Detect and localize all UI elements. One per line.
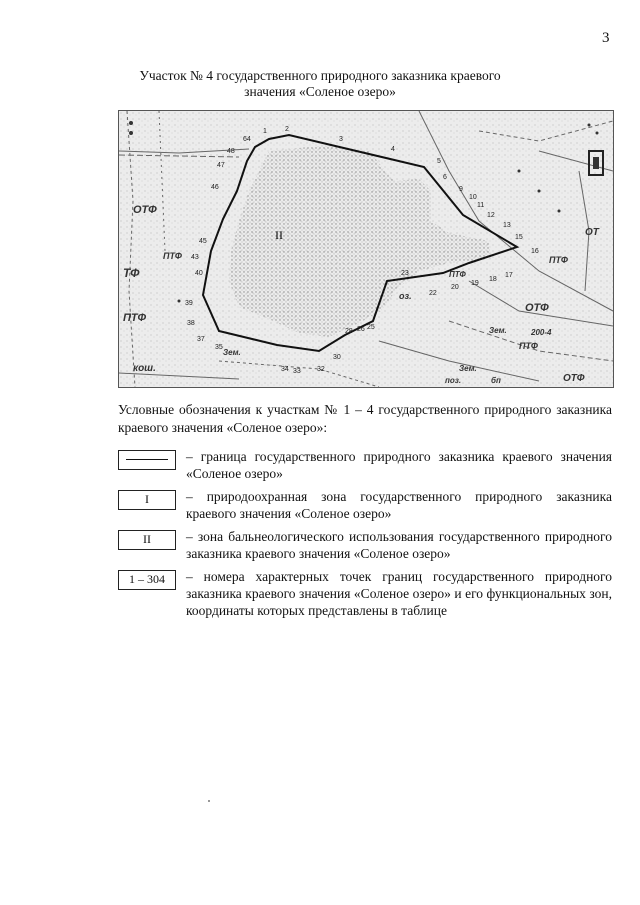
legend-description: – зона бальнеологического использования государственного природного заказника краевого значения «Соленое озеро»: [186, 529, 612, 561]
legend-heading: Условные обозначения к участкам № 1 – 4 государственного природного заказника краевого значения «Соленое озеро»:: [118, 402, 612, 435]
point-number: 22: [429, 290, 437, 297]
title-line-1: Участок № 4 государственного природного заказника краевого: [139, 68, 501, 83]
point-number: 45: [199, 238, 207, 245]
map-drawing: [119, 111, 613, 387]
boundary-line-sample: [126, 459, 168, 460]
legend-description: – природоохранная зона государственного природного заказника краевого значения «Соленое озеро»: [186, 489, 612, 521]
terrain-label: ОТФ: [525, 302, 549, 314]
terrain-label: Зем.: [489, 326, 507, 335]
terrain-label: ПТФ: [549, 255, 568, 265]
terrain-label: Зем.: [223, 348, 241, 357]
legend-zone-symbol: I: [118, 490, 176, 510]
terrain-label: ПТФ: [163, 251, 182, 261]
point-number: 33: [293, 368, 301, 375]
terrain-label: ОТФ: [563, 373, 585, 384]
terrain-label: ОТ: [585, 227, 599, 238]
point-number: 20: [451, 284, 459, 291]
point-number: 9: [459, 186, 463, 193]
site-map: [118, 110, 614, 388]
point-number: 38: [187, 320, 195, 327]
point-number: 4: [391, 146, 395, 153]
point-number: 25: [367, 324, 375, 331]
terrain-label: оз.: [399, 291, 412, 301]
page-number: 3: [602, 30, 610, 46]
terrain-label: бп: [491, 376, 501, 385]
point-number: 18: [489, 276, 497, 283]
point-number: 47: [217, 162, 225, 169]
point-number: 15: [515, 234, 523, 241]
point-number: 5: [437, 158, 441, 165]
point-number: 46: [211, 184, 219, 191]
terrain-label: ПТФ: [123, 312, 147, 324]
point-number: 26: [357, 326, 365, 333]
point-number: 1: [263, 128, 267, 135]
terrain-label: ПТФ: [519, 341, 538, 351]
point-number: 30: [333, 354, 341, 361]
legend-item-balneological-zone: [118, 528, 612, 568]
point-number: 34: [281, 366, 289, 373]
legend-boundary-symbol: [118, 450, 176, 470]
point-number: 13: [503, 222, 511, 229]
terrain-label: 200-4: [531, 328, 552, 337]
legend-points-symbol: 1 – 304: [118, 570, 176, 590]
point-number: 28: [345, 328, 353, 335]
point-number: 2: [285, 126, 289, 133]
point-number: 40: [195, 270, 203, 277]
point-number: 32: [317, 366, 325, 373]
point-number: 43: [191, 254, 199, 261]
point-number: 35: [215, 344, 223, 351]
point-number: 11: [477, 202, 485, 209]
terrain-label: поз.: [445, 376, 462, 385]
point-number: 48: [227, 148, 235, 155]
point-number: 16: [531, 248, 539, 255]
point-number: 37: [197, 336, 205, 343]
legend-item-protection-zone: [118, 488, 612, 528]
title-line-2: значения «Соленое озеро»: [244, 84, 396, 99]
point-number: 3: [339, 136, 343, 143]
legend-description: – номера характерных точек границ государственного природного заказника краевого значения «Соленое озеро» и его функциональных зон, координаты которых представлены в таблице: [186, 569, 612, 618]
zone-label: II: [275, 228, 283, 242]
terrain-label: ПТФ: [449, 270, 466, 279]
point-number: 19: [471, 280, 479, 287]
terrain-label: кош.: [133, 363, 156, 374]
scan-speck: [208, 800, 210, 802]
point-number: 12: [487, 212, 495, 219]
terrain-label: ТФ: [123, 266, 140, 280]
terrain-label: ОТФ: [133, 204, 157, 216]
point-number: 23: [401, 270, 409, 277]
point-number: 6: [443, 174, 447, 181]
point-number: 39: [185, 300, 193, 307]
point-number: 17: [505, 272, 513, 279]
legend-item-point-numbers: [118, 568, 612, 628]
legend-zone-symbol: II: [118, 530, 176, 550]
page-title: [120, 68, 520, 100]
point-number: 64: [243, 136, 251, 143]
point-number: 10: [469, 194, 477, 201]
terrain-label: Зем.: [459, 364, 477, 373]
legend-description: – граница государственного природного заказника краевого значения «Соленое озеро»: [186, 449, 612, 481]
legend-item-boundary: [118, 448, 612, 488]
